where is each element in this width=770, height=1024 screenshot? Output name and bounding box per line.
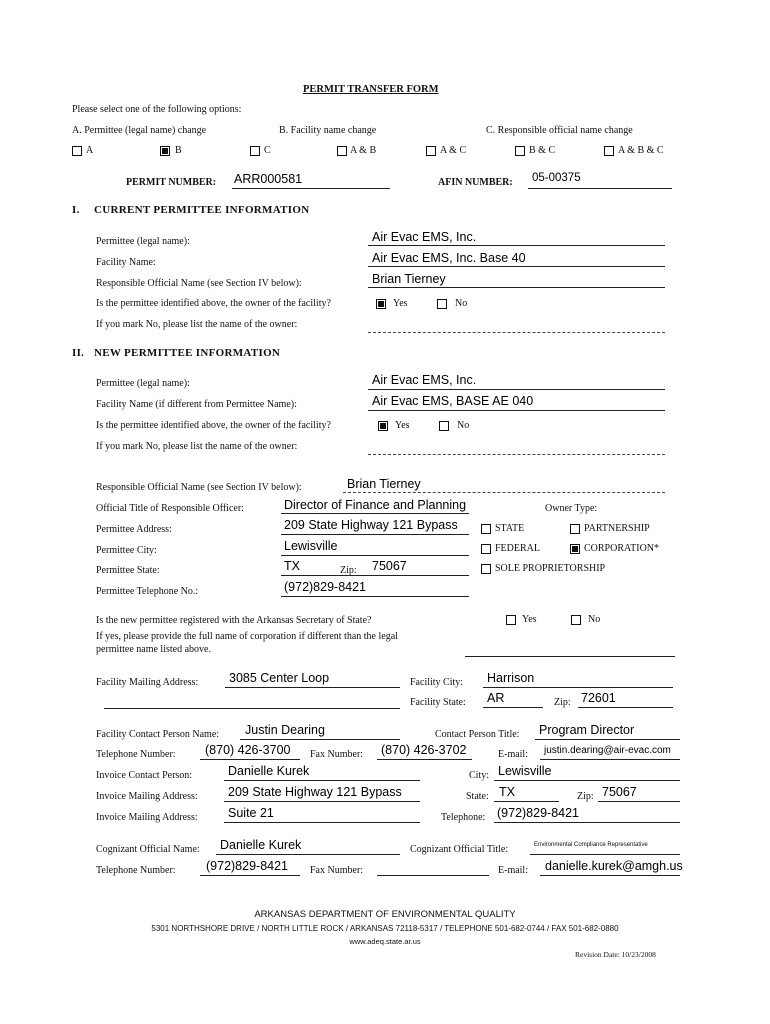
facility-mailing-label: Facility Mailing Address: bbox=[96, 677, 199, 688]
option-ac-checkbox[interactable] bbox=[426, 146, 436, 156]
option-c-text: C bbox=[264, 145, 271, 156]
new-permittee-label: Permittee (legal name): bbox=[96, 378, 190, 389]
owner-sole-proprietorship-checkbox[interactable] bbox=[481, 564, 491, 574]
facility-zip-label: Zip: bbox=[554, 697, 571, 708]
contact-name-value[interactable]: Justin Dearing bbox=[245, 723, 325, 737]
new-facility-value[interactable]: Air Evac EMS, BASE AE 040 bbox=[372, 394, 534, 408]
option-bc-checkbox[interactable] bbox=[515, 146, 525, 156]
owner-partnership-label: PARTNERSHIP bbox=[584, 523, 650, 534]
invoice-phone-label: Telephone: bbox=[441, 812, 486, 823]
option-b-label: B. Facility name change bbox=[279, 125, 377, 136]
cognizant-fax-line[interactable] bbox=[377, 875, 489, 876]
form-title: PERMIT TRANSFER FORM bbox=[303, 84, 439, 95]
cognizant-phone-value[interactable]: (972)829-8421 bbox=[206, 859, 289, 873]
option-ac-text: A & C bbox=[440, 145, 467, 156]
new-facility-label: Facility Name (if different from Permittee Name): bbox=[96, 399, 297, 410]
current-owner-no-label: No bbox=[455, 298, 468, 309]
option-b-checkbox[interactable] bbox=[160, 146, 170, 156]
option-b-text: B bbox=[175, 145, 182, 156]
facility-state-value[interactable]: AR bbox=[487, 691, 505, 705]
invoice-address-value[interactable]: 209 State Highway 121 Bypass bbox=[228, 785, 402, 799]
owner-state-label: STATE bbox=[495, 523, 525, 534]
contact-fax-label: Fax Number: bbox=[310, 749, 364, 760]
owner-corporation-label: CORPORATION* bbox=[584, 543, 660, 554]
option-abc-text: A & B & C bbox=[618, 145, 664, 156]
owner-federal-checkbox[interactable] bbox=[481, 544, 491, 554]
owner-corporation-checkbox[interactable] bbox=[570, 544, 580, 554]
invoice-city-label: City: bbox=[469, 770, 490, 781]
section-2-title: NEW PERMITTEE INFORMATION bbox=[94, 347, 281, 359]
registered-no-checkbox[interactable] bbox=[571, 615, 581, 625]
permit-number-value[interactable]: ARR000581 bbox=[234, 172, 303, 186]
new-official-value[interactable]: Brian Tierney bbox=[347, 477, 421, 491]
option-bc-text: B & C bbox=[529, 145, 556, 156]
section-1-number: I. bbox=[72, 204, 80, 216]
registered-no-label: No bbox=[588, 614, 601, 625]
invoice-address2-label: Invoice Mailing Address: bbox=[96, 812, 198, 823]
current-owner-question: Is the permittee identified above, the owner of the facility? bbox=[96, 298, 331, 309]
permittee-city-label: Permittee City: bbox=[96, 545, 157, 556]
invoice-address-label: Invoice Mailing Address: bbox=[96, 791, 198, 802]
footer-address: 5301 NORTHSHORE DRIVE / NORTH LITTLE ROCK / ARKANSAS 72118-5317 / TELEPHONE 501-682-0744 / FAX 501-682-0880 bbox=[151, 924, 619, 933]
facility-city-label: Facility City: bbox=[410, 677, 464, 688]
registered-yes-checkbox[interactable] bbox=[506, 615, 516, 625]
contact-fax-value[interactable]: (870) 426-3702 bbox=[381, 743, 467, 757]
official-title-label: Official Title of Responsible Officer: bbox=[96, 503, 244, 514]
registered-yes-label: Yes bbox=[522, 614, 537, 625]
facility-zip-value[interactable]: 72601 bbox=[581, 691, 616, 705]
contact-title-label: Contact Person Title: bbox=[435, 729, 520, 740]
new-owner-list-line[interactable] bbox=[368, 454, 665, 455]
footer-website[interactable]: www.adeq.state.ar.us bbox=[349, 937, 421, 946]
permittee-zip-value[interactable]: 75067 bbox=[372, 559, 407, 573]
facility-state-label: Facility State: bbox=[410, 697, 466, 708]
current-facility-label: Facility Name: bbox=[96, 257, 156, 268]
permittee-state-value[interactable]: TX bbox=[284, 559, 300, 573]
cognizant-email-label: E-mail: bbox=[498, 865, 528, 876]
contact-phone-label: Telephone Number: bbox=[96, 749, 176, 760]
option-abc-checkbox[interactable] bbox=[604, 146, 614, 156]
facility-mailing-value[interactable]: 3085 Center Loop bbox=[229, 671, 330, 685]
invoice-state-value[interactable]: TX bbox=[499, 785, 515, 799]
cognizant-fax-label: Fax Number: bbox=[310, 865, 364, 876]
contact-title-value[interactable]: Program Director bbox=[539, 723, 635, 737]
new-owner-question: Is the permittee identified above, the owner of the facility? bbox=[96, 420, 331, 431]
option-a-checkbox[interactable] bbox=[72, 146, 82, 156]
section-1-title: CURRENT PERMITTEE INFORMATION bbox=[94, 204, 310, 216]
cognizant-title-value[interactable]: Environmental Compliance Representative bbox=[534, 842, 648, 848]
current-official-value[interactable]: Brian Tierney bbox=[372, 272, 446, 286]
option-ab-checkbox[interactable] bbox=[337, 146, 347, 156]
registered-question: Is the new permittee registered with the Arkansas Secretary of State? bbox=[96, 615, 372, 626]
owner-sole-proprietorship-label: SOLE PROPRIETORSHIP bbox=[495, 563, 606, 574]
permittee-phone-label: Permittee Telephone No.: bbox=[96, 586, 199, 597]
option-c-label: C. Responsible official name change bbox=[486, 125, 633, 136]
current-owner-yes-checkbox[interactable] bbox=[376, 299, 386, 309]
facility-city-value[interactable]: Harrison bbox=[487, 671, 535, 685]
permittee-address-label: Permittee Address: bbox=[96, 524, 172, 535]
current-permittee-value[interactable]: Air Evac EMS, Inc. bbox=[372, 230, 477, 244]
owner-federal-label: FEDERAL bbox=[495, 543, 540, 554]
invoice-person-value[interactable]: Danielle Kurek bbox=[228, 764, 310, 778]
invoice-city-value[interactable]: Lewisville bbox=[498, 764, 552, 778]
current-official-label: Responsible Official Name (see Section IV below): bbox=[96, 278, 302, 289]
afin-number-label: AFIN NUMBER: bbox=[438, 177, 513, 188]
owner-type-label: Owner Type: bbox=[545, 503, 598, 514]
owner-partnership-checkbox[interactable] bbox=[570, 524, 580, 534]
new-owner-yes-label: Yes bbox=[395, 420, 410, 431]
section-2-number: II. bbox=[72, 347, 85, 359]
option-a-text: A bbox=[86, 145, 94, 156]
invoice-phone-value[interactable]: (972)829-8421 bbox=[497, 806, 580, 820]
contact-email-value[interactable]: justin.dearing@air-evac.com bbox=[544, 745, 671, 756]
current-owner-list-line[interactable] bbox=[368, 332, 665, 333]
cognizant-name-value[interactable]: Danielle Kurek bbox=[220, 838, 302, 852]
permittee-zip-label: Zip: bbox=[340, 565, 357, 576]
new-owner-yes-checkbox[interactable] bbox=[378, 421, 388, 431]
current-owner-yes-label: Yes bbox=[393, 298, 408, 309]
corp-name-line[interactable] bbox=[465, 656, 675, 657]
cognizant-name-label: Cognizant Official Name: bbox=[96, 844, 200, 855]
current-facility-value[interactable]: Air Evac EMS, Inc. Base 40 bbox=[372, 251, 526, 265]
cognizant-email-value[interactable]: danielle.kurek@amgh.us bbox=[545, 859, 683, 873]
contact-email-label: E-mail: bbox=[498, 749, 528, 760]
revision-date: Revision Date: 10/23/2008 bbox=[575, 950, 656, 959]
afin-number-value[interactable]: 05-00375 bbox=[532, 172, 581, 184]
invoice-state-label: State: bbox=[466, 791, 489, 802]
new-owner-no-label: No bbox=[457, 420, 470, 431]
new-owner-no-checkbox[interactable] bbox=[439, 421, 449, 431]
current-owner-no-checkbox[interactable] bbox=[437, 299, 447, 309]
option-a-label: A. Permittee (legal name) change bbox=[72, 125, 207, 136]
permittee-state-label: Permittee State: bbox=[96, 565, 160, 576]
permittee-address-value[interactable]: 209 State Highway 121 Bypass bbox=[284, 518, 458, 532]
permittee-phone-value[interactable]: (972)829-8421 bbox=[284, 580, 367, 594]
owner-state-checkbox[interactable] bbox=[481, 524, 491, 534]
cognizant-phone-label: Telephone Number: bbox=[96, 865, 176, 876]
contact-phone-value[interactable]: (870) 426-3700 bbox=[205, 743, 291, 757]
permit-number-label: PERMIT NUMBER: bbox=[126, 177, 217, 188]
contact-name-label: Facility Contact Person Name: bbox=[96, 729, 220, 740]
corp-note-line2: permittee name listed above. bbox=[96, 644, 211, 655]
new-owner-list-label: If you mark No, please list the name of the owner: bbox=[96, 441, 298, 452]
corp-note-line1: If yes, please provide the full name of corporation if different than the legal bbox=[96, 631, 398, 642]
invoice-address2-value[interactable]: Suite 21 bbox=[228, 806, 274, 820]
option-c-checkbox[interactable] bbox=[250, 146, 260, 156]
option-ab-text: A & B bbox=[350, 145, 377, 156]
current-permittee-label: Permittee (legal name): bbox=[96, 236, 190, 247]
new-permittee-value[interactable]: Air Evac EMS, Inc. bbox=[372, 373, 477, 387]
permittee-city-value[interactable]: Lewisville bbox=[284, 539, 338, 553]
instructions: Please select one of the following options: bbox=[72, 104, 242, 115]
invoice-person-label: Invoice Contact Person: bbox=[96, 770, 193, 781]
current-owner-list-label: If you mark No, please list the name of the owner: bbox=[96, 319, 298, 330]
cognizant-title-label: Cognizant Official Title: bbox=[410, 844, 509, 855]
invoice-zip-value[interactable]: 75067 bbox=[602, 785, 637, 799]
official-title-value[interactable]: Director of Finance and Planning bbox=[284, 498, 467, 512]
footer-department: ARKANSAS DEPARTMENT OF ENVIRONMENTAL QUALITY bbox=[254, 909, 516, 920]
invoice-zip-label: Zip: bbox=[577, 791, 594, 802]
new-official-label: Responsible Official Name (see Section IV below): bbox=[96, 482, 302, 493]
